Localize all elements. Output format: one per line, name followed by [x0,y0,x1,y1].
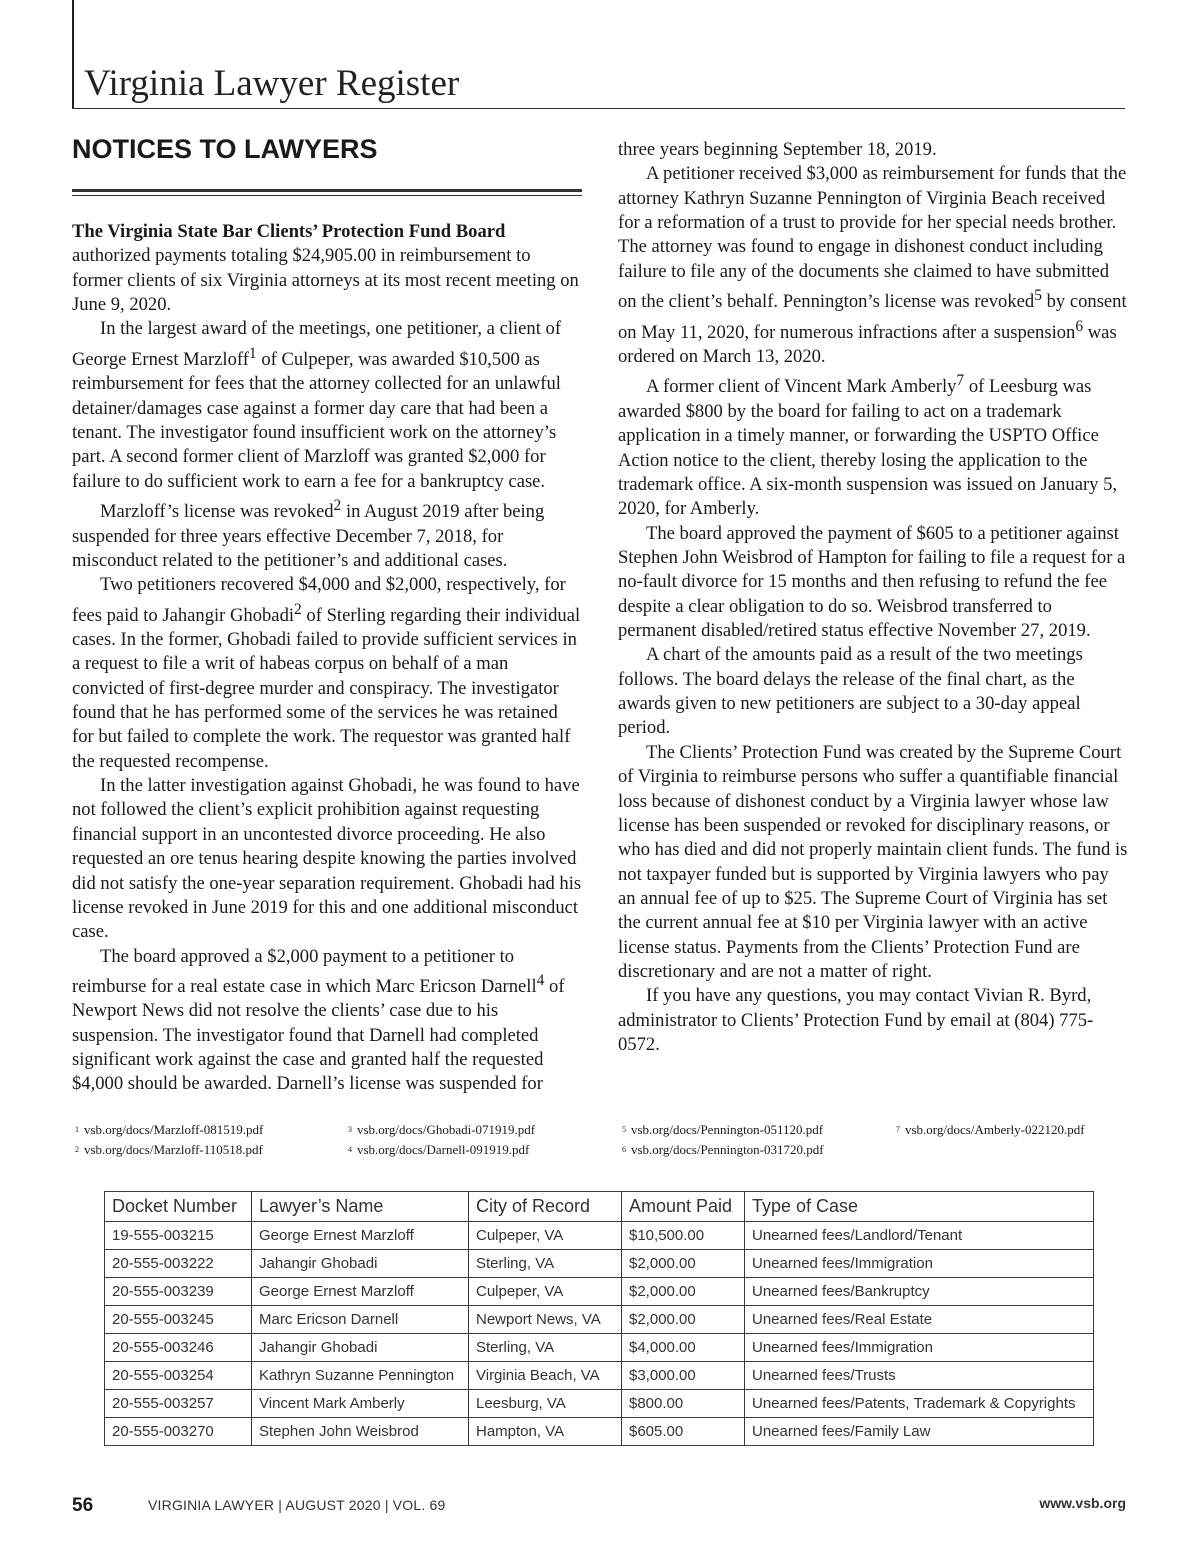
article-paragraph: A chart of the amounts paid as a result of the two meetings follows. The board delays the release of the final chart, as the awards given to new petitioners are subject to a 30-day appeal period. [618,644,1083,739]
table-cell: $4,000.00 [622,1334,745,1362]
table-cell: Unearned fees/Bankruptcy [745,1278,1094,1306]
table-cell: Virginia Beach, VA [469,1362,622,1390]
table-row [105,1222,1094,1250]
article-paragraph: A former client of Vincent Mark Amberly$^7$ of Leesburg was awarded $800 by the board for failing to act on a trademark application in a timely manner, or forwarding the USPTO Office Action notice to the client, thereby losing the application to the trademark office. A six-month suspension was issued on January 5, 2020, for Amberly. [618,372,1118,520]
footnote: $^2$ vsb.org/docs/Marzloff-110518.pdf [75,1142,263,1157]
column-header: Amount Paid [622,1192,745,1222]
footnotes-group [75,1120,263,1160]
footnote: $^1$ vsb.org/docs/Marzloff-081519.pdf [75,1122,264,1137]
table-cell: 20-555-003254 [105,1362,252,1390]
table-cell: Vincent Mark Amberly [252,1390,469,1418]
table-cell: Sterling, VA [469,1334,622,1362]
table-cell: 20-555-003246 [105,1334,252,1362]
footnote-ref: 7 [956,372,965,390]
footnote-ref: 1 [248,344,257,362]
table-cell: George Ernest Marzloff [252,1222,469,1250]
table-cell: Unearned fees/Patents, Trademark & Copyrights [745,1390,1094,1418]
article-paragraph: Marzloff’s license was revoked$^2$ in August 2019 after being suspended for three years effective December 7, 2018, for misconduct related to the petitioner’s and additional cases. [72,496,545,571]
table-cell: Jahangir Ghobadi [252,1250,469,1278]
table-cell: Sterling, VA [469,1250,622,1278]
section-thick-rule [72,189,582,192]
table-cell: Unearned fees/Trusts [745,1362,1094,1390]
section-thin-rule [72,195,582,196]
column-header: City of Record [469,1192,622,1222]
table-cell: $2,000.00 [622,1278,745,1306]
page-header-title: Virginia Lawyer Register [84,63,460,104]
table-cell: $3,000.00 [622,1362,745,1390]
table-row [105,1250,1094,1278]
footnotes-group [348,1120,535,1160]
table-cell: $2,000.00 [622,1250,745,1278]
table-cell: $800.00 [622,1390,745,1418]
article-paragraph: In the latter investigation against Ghobadi, he was found to have not followed the client’s explicit prohibition against requesting financial support in an uncontested divorce proceeding. He also requested an ore tenus hearing despite knowing the parties involved did not satisfy the one-year separation requirement. Ghobadi had his license revoked in June 2019 for this and one additional misconduct case. [72,775,582,943]
footnote: $^4$ vsb.org/docs/Darnell-091919.pdf [348,1142,530,1157]
table-cell: Culpeper, VA [469,1222,622,1250]
table-cell: $10,500.00 [622,1222,745,1250]
column-header: Docket Number [105,1192,252,1222]
footnote: $^7$ vsb.org/docs/Amberly-022120.pdf [896,1122,1085,1137]
footnote-ref: 2 [294,600,302,618]
table-cell: Jahangir Ghobadi [252,1334,469,1362]
table-row [105,1278,1094,1306]
table-cell: Unearned fees/Immigration [745,1334,1094,1362]
payments-table [104,1191,1094,1446]
section-title: NOTICES TO LAWYERS [72,134,378,164]
footnote-link[interactable]: vsb.org/docs/Pennington-031720.pdf [631,1142,824,1157]
header-rule [72,108,1125,109]
header-vertical-rule [72,0,74,108]
article-paragraph: Two petitioners recovered $4,000 and $2,000, respectively, for fees paid to Jahangir Ghobadi$^2$ of Sterling regarding their individual cases. In the former, Ghobadi failed to provide sufficient services in a request to file a writ of habeas corpus on behalf of a man convicted of first-degree murder and conspiracy. The investigator found that he has performed some of the services he was retained for but failed to complete the work. The requestor was granted half the requested recompense. [72,574,581,772]
table-row [105,1334,1094,1362]
article-paragraph: In the largest award of the meetings, one petitioner, a client of George Ernest Marzloff$^1$ of Culpeper, was awarded $10,500 as reimbursement for fees that the attorney collected for an unlawful detainer/damages case against a former day care that had been a tenant. The investigator found insufficient work on the attorney’s part. A second former client of Marzloff was granted $2,000 for failure to do sufficient work to earn a fee for a bankruptcy case. [72,318,562,492]
footnote-ref: 2 [333,496,342,514]
lead-bold-text: The Virginia State Bar Clients’ Protection Fund Board [72,221,506,242]
table-cell: Stephen John Weisbrod [252,1418,469,1446]
footnote-link[interactable]: vsb.org/docs/Marzloff-110518.pdf [84,1142,263,1157]
footnote-ref: 5 [1034,287,1042,305]
table-cell: Hampton, VA [469,1418,622,1446]
table-cell: Unearned fees/Real Estate [745,1306,1094,1334]
table-cell: Kathryn Suzanne Pennington [252,1362,469,1390]
article-lead-paragraph: The Virginia State Bar Clients’ Protection Fund Board authorized payments totaling $24,905.00 in reimbursement to former clients of six Virginia attorneys at its most recent meeting on June 9, 2020. [72,221,579,316]
table-row [105,1390,1094,1418]
website-link[interactable]: www.vsb.org [1039,1495,1126,1511]
table-cell: Unearned fees/Landlord/Tenant [745,1222,1094,1250]
table-cell: $605.00 [622,1418,745,1446]
column-header: Lawyer’s Name [252,1192,469,1222]
table-cell: 20-555-003257 [105,1390,252,1418]
article-paragraph: The board approved the payment of $605 to a petitioner against Stephen John Weisbrod of Hampton for failing to file a request for a no-fault divorce for 15 months and then refusing to refund the fee despite a clear obligation to do so. Weisbrod transferred to permanent disabled/retired status effective November 27, 2019. [618,522,1126,642]
article-paragraph: The board approved a $2,000 payment to a petitioner to reimburse for a real estate case in which Marc Ericson Darnell$^4$ of Newport News did not resolve the clients’ case due to his suspension. The investigator found that Darnell had completed significant work against the case and granted half the requested $4,000 should be awarded. Darnell’s license was suspended for [72,945,565,1095]
article-paragraph: The Clients’ Protection Fund was created by the Supreme Court of Virginia to reimburse persons who suffer a quantifiable financial loss because of dishonest conduct by a Virginia lawyer whose law license has been suspended or revoked for disciplinary reasons, or who has died and did not properly maintain client funds. The fund is not taxpayer funded but is supported by Virginia lawyers who pay an annual fee of up to $25. The Supreme Court of Virginia has set the current annual fee at $10 per Virginia lawyer with an active license status. Payments from the Clients’ Protection Fund are discretionary and are not a matter of right. [618,741,1128,982]
table-cell: Unearned fees/Family Law [745,1418,1094,1446]
footnote-link[interactable]: vsb.org/docs/Darnell-091919.pdf [357,1142,530,1157]
footnote-link[interactable]: vsb.org/docs/Ghobadi-071919.pdf [357,1122,536,1137]
article-left-column [72,220,584,1097]
table-cell: Culpeper, VA [469,1278,622,1306]
footnote: $^5$ vsb.org/docs/Pennington-051120.pdf [622,1122,824,1137]
table-row [105,1362,1094,1390]
article-right-column [618,138,1130,1057]
footnote-link[interactable]: vsb.org/docs/Pennington-051120.pdf [631,1122,824,1137]
article-paragraph: If you have any questions, you may contact Vivian R. Byrd, administrator to Clients’ Protection Fund by email at (804) 775-0572. [618,985,1094,1055]
footnote: $^3$ vsb.org/docs/Ghobadi-071919.pdf [348,1122,536,1137]
footnotes-group [896,1120,1085,1140]
table-cell: George Ernest Marzloff [252,1278,469,1306]
article-paragraph: A petitioner received $3,000 as reimbursement for funds that the attorney Kathryn Suzanne Pennington of Virginia Beach received for a reformation of a trust to provide for her special needs brother. The attorney was found to engage in dishonest conduct including failure to file any of the documents she claimed to have submitted on the client’s behalf. Pennington’s license was revoked$^5$ by consent on May 11, 2020, for numerous infractions after a suspension$^6$ was ordered on March 13, 2020. [618,163,1127,368]
footnote-link[interactable]: vsb.org/docs/Marzloff-081519.pdf [84,1122,264,1137]
page-number: 56 [72,1495,94,1516]
footnote: $^6$ vsb.org/docs/Pennington-031720.pdf [622,1142,824,1157]
publication-info: VIRGINIA LAWYER | AUGUST 2020 | VOL. 69 [148,1497,446,1513]
table-cell: 20-555-003245 [105,1306,252,1334]
column-header: Type of Case [745,1192,1094,1222]
article-paragraph: three years beginning September 18, 2019. [618,139,937,160]
table-cell: 19-555-003215 [105,1222,252,1250]
footnotes-group [622,1120,824,1160]
footnote-link[interactable]: vsb.org/docs/Amberly-022120.pdf [905,1122,1085,1137]
table-cell: 20-555-003222 [105,1250,252,1278]
table-cell: Newport News, VA [469,1306,622,1334]
footnote-ref: 4 [536,971,545,989]
table-row [105,1418,1094,1446]
table-cell: Marc Ericson Darnell [252,1306,469,1334]
table-cell: 20-555-003270 [105,1418,252,1446]
table-cell: Leesburg, VA [469,1390,622,1418]
table-cell: 20-555-003239 [105,1278,252,1306]
table-cell: Unearned fees/Immigration [745,1250,1094,1278]
footnote-ref: 6 [1075,317,1084,335]
table-header-row [105,1192,1094,1222]
table-cell: $2,000.00 [622,1306,745,1334]
table-row [105,1306,1094,1334]
